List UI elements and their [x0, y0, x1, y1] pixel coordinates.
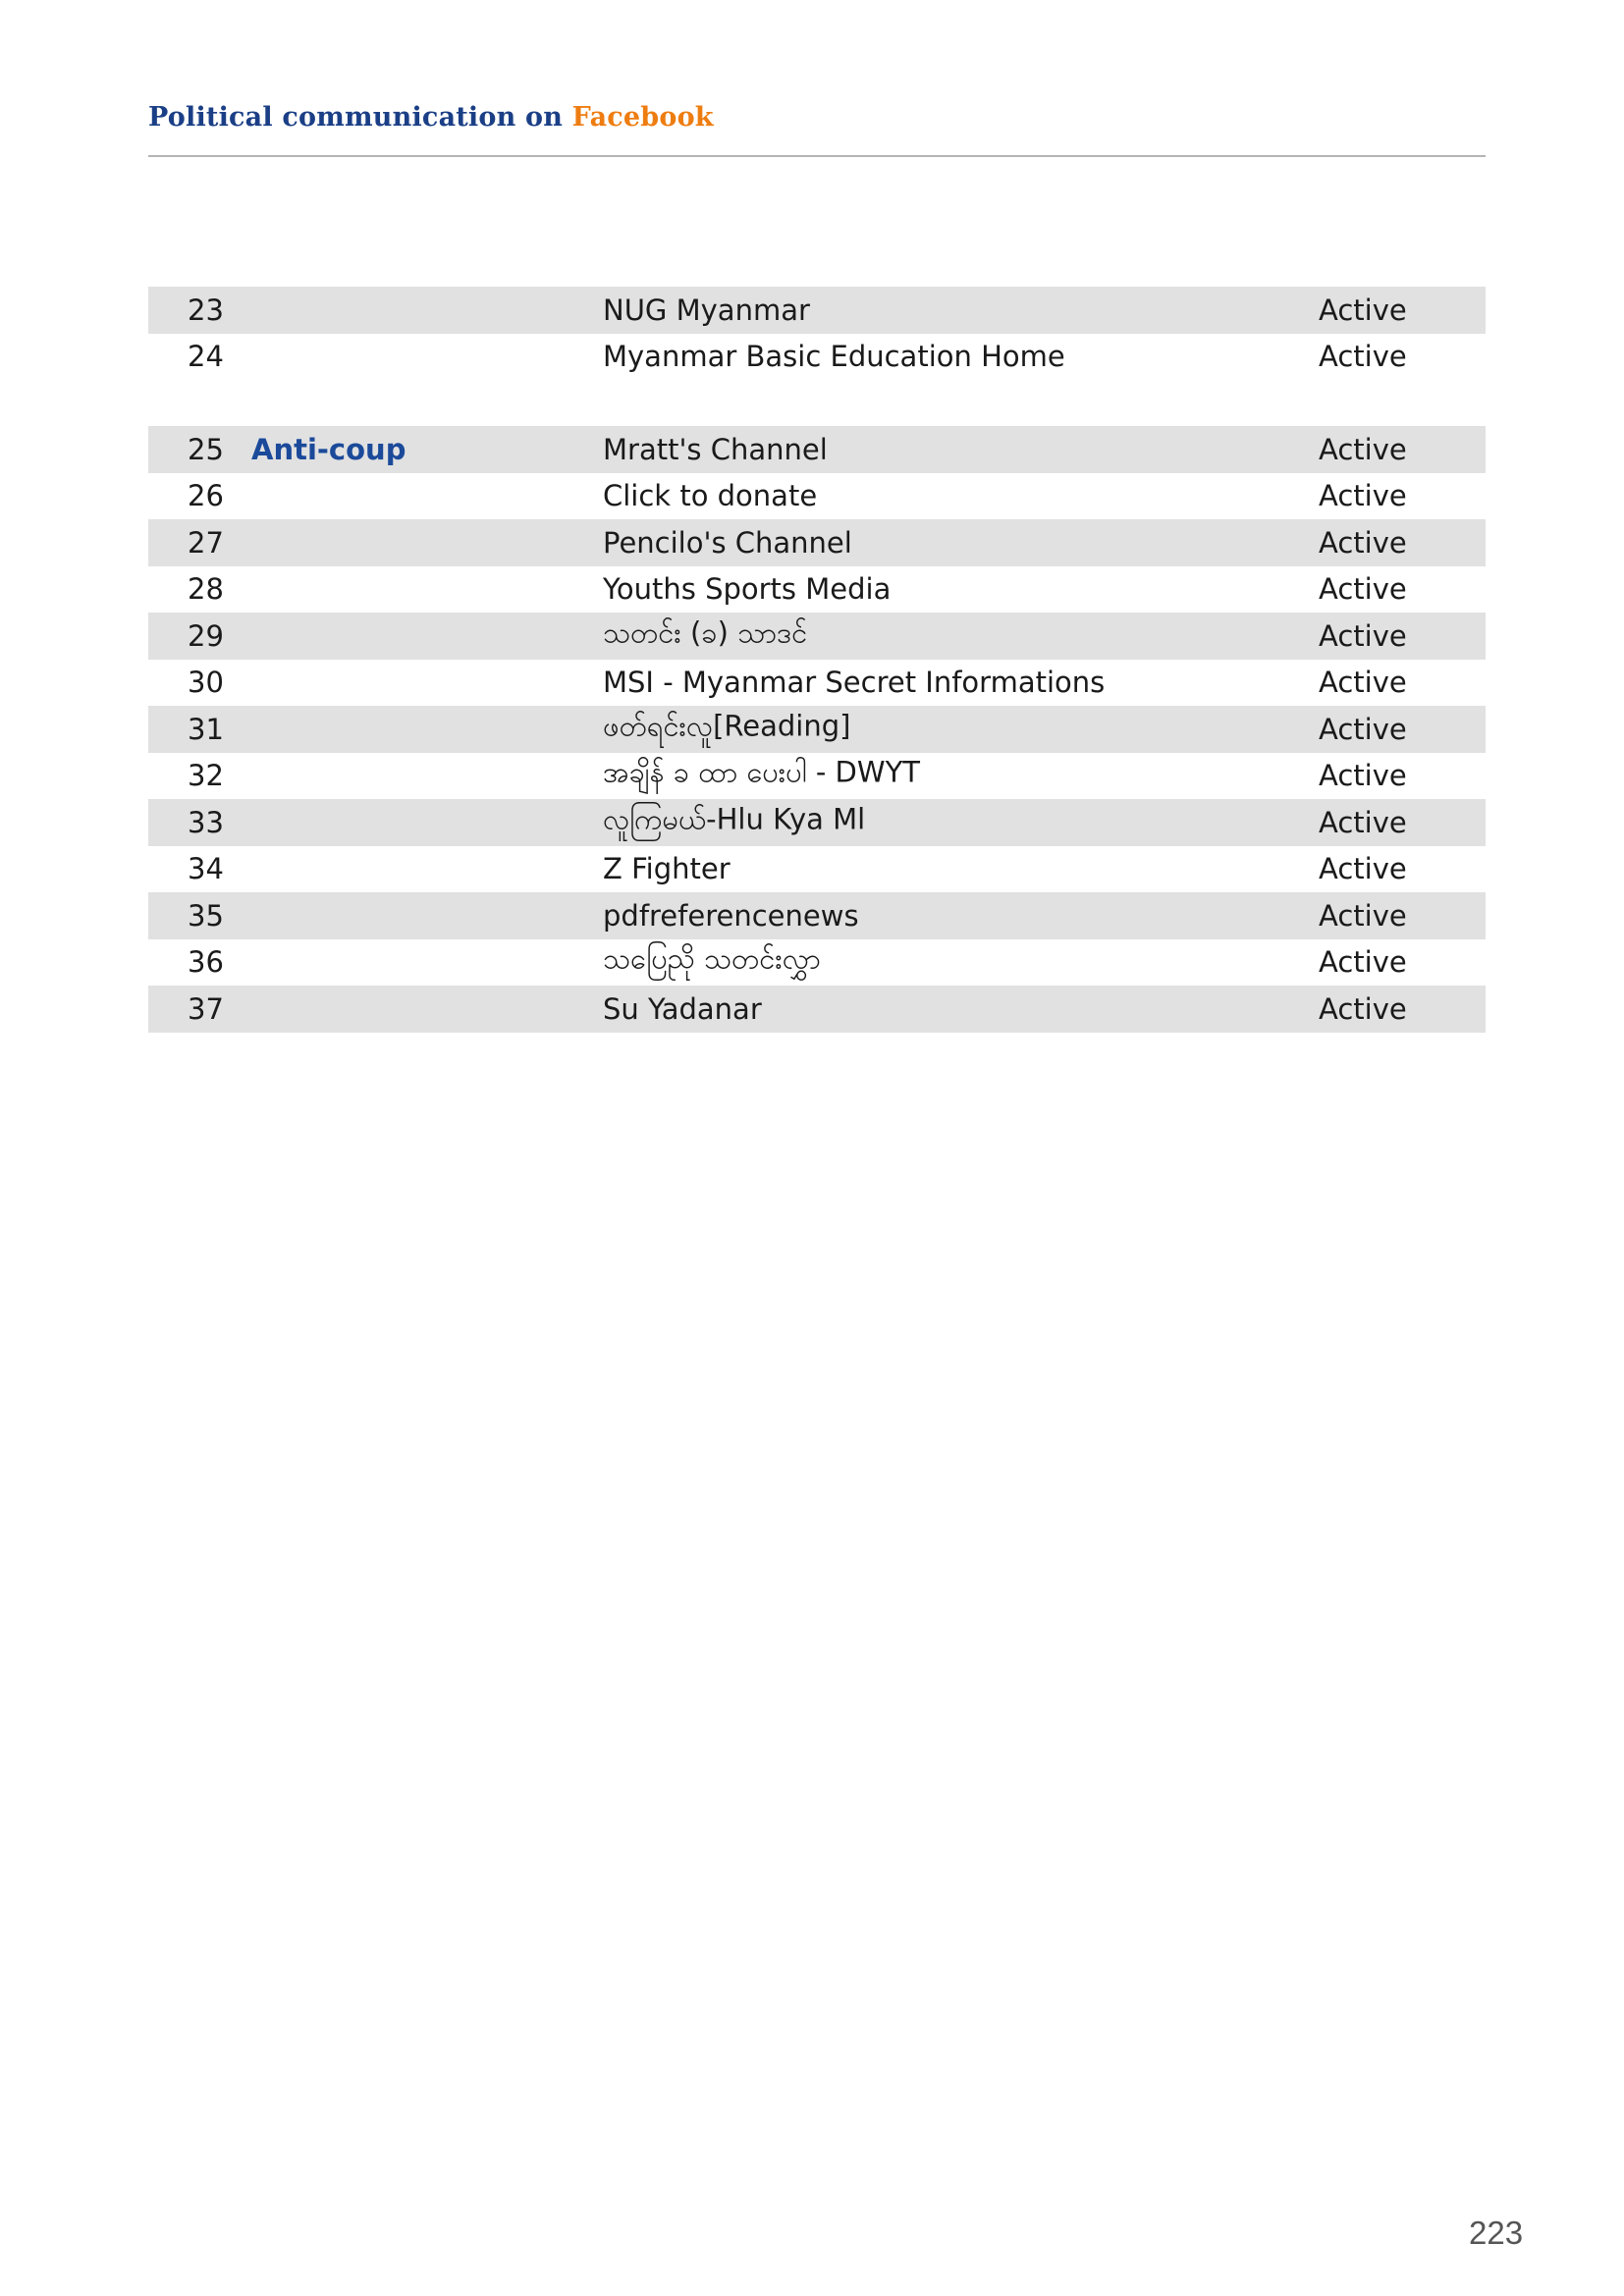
row-page-name: Mratt's Channel: [603, 432, 828, 466]
table-row: [148, 287, 1486, 334]
row-number: 24: [188, 340, 224, 374]
row-status: Active: [1319, 759, 1407, 793]
table-row: [148, 519, 1486, 566]
row-number: 28: [188, 572, 224, 607]
row-status: Active: [1319, 712, 1407, 746]
row-page-name: လူကြမယ်-Hlu Kya Ml: [603, 802, 866, 836]
table-row: [148, 613, 1486, 660]
row-status: Active: [1319, 805, 1407, 839]
table-spacer: [148, 380, 1486, 426]
table-row: [148, 334, 1486, 381]
row-page-name: အချိန် ခ ထာ ပေးပါ - DWYT: [603, 755, 920, 789]
table-row: [148, 566, 1486, 614]
row-number: 33: [188, 805, 224, 839]
table-row: [148, 660, 1486, 707]
row-page-name: Youths Sports Media: [603, 572, 892, 607]
row-number: 25: [188, 432, 224, 466]
row-status: Active: [1319, 898, 1407, 933]
row-page-name: သတင်း (ခ) သာဒင်: [603, 615, 808, 650]
row-page-name: Click to donate: [603, 479, 818, 513]
row-number: 32: [188, 759, 224, 793]
row-page-name: Pencilo's Channel: [603, 525, 852, 560]
table-row: [148, 939, 1486, 987]
row-page-name: ဖတ်ရင်းလူ[Reading]: [603, 709, 851, 743]
row-page-name: pdfreferencenews: [603, 898, 859, 933]
row-number: 35: [188, 898, 224, 933]
row-page-name: သပြေညို သတင်းလွှာ: [603, 941, 821, 976]
page-number: 223: [1469, 2215, 1524, 2251]
row-status: Active: [1319, 852, 1407, 886]
table-row: [148, 892, 1486, 939]
row-number: 29: [188, 618, 224, 653]
row-number: 26: [188, 479, 224, 513]
page-table: [148, 287, 1486, 1033]
table-row: [148, 986, 1486, 1033]
row-status: Active: [1319, 479, 1407, 513]
row-number: 34: [188, 852, 224, 886]
row-page-name: Su Yadanar: [603, 991, 762, 1026]
row-number: 31: [188, 712, 224, 746]
row-number: 27: [188, 525, 224, 560]
table-row: [148, 846, 1486, 893]
row-page-name: Myanmar Basic Education Home: [603, 340, 1065, 374]
row-category: Anti-coup: [251, 432, 406, 466]
row-number: 30: [188, 666, 224, 700]
row-number: 23: [188, 293, 224, 327]
table-row: [148, 426, 1486, 473]
row-status: Active: [1319, 991, 1407, 1026]
table-row: [148, 799, 1486, 846]
row-page-name: MSI - Myanmar Secret Informations: [603, 666, 1106, 700]
running-header-title: Political communication on: [148, 102, 572, 133]
running-header-platform: Facebook: [571, 102, 714, 133]
table-row: [148, 706, 1486, 753]
row-number: 36: [188, 945, 224, 980]
table-row: [148, 473, 1486, 520]
row-status: Active: [1319, 945, 1407, 980]
row-status: Active: [1319, 572, 1407, 607]
row-status: Active: [1319, 432, 1407, 466]
row-number: 37: [188, 991, 224, 1026]
row-status: Active: [1319, 293, 1407, 327]
running-header: [148, 102, 714, 133]
row-page-name: Z Fighter: [603, 852, 731, 886]
row-status: Active: [1319, 618, 1407, 653]
row-status: Active: [1319, 340, 1407, 374]
header-divider: [148, 155, 1486, 157]
row-status: Active: [1319, 666, 1407, 700]
row-status: Active: [1319, 525, 1407, 560]
row-page-name: NUG Myanmar: [603, 293, 810, 327]
table-row: [148, 753, 1486, 800]
